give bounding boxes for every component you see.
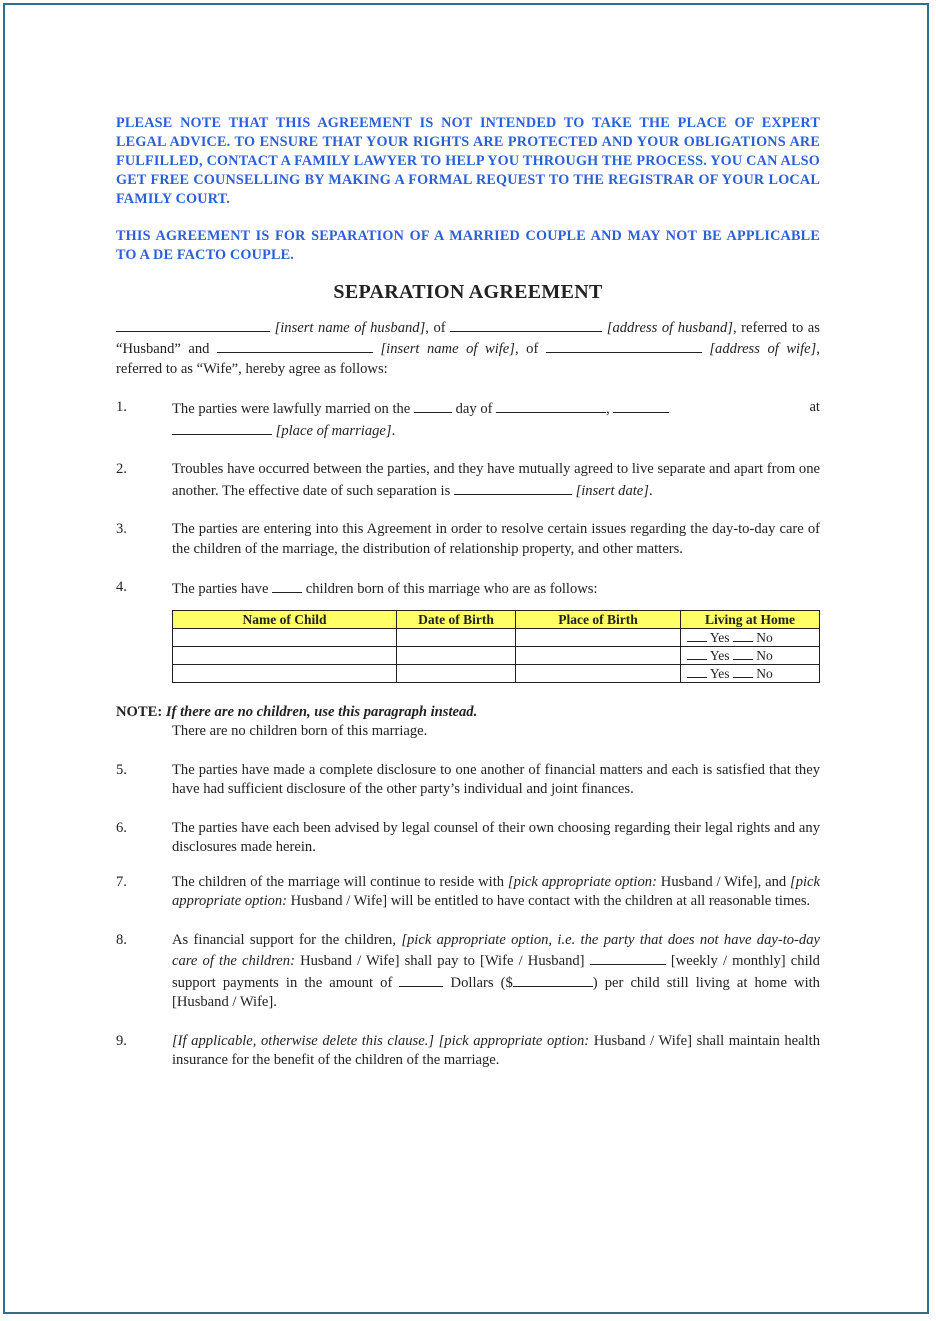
clause-number: 9.: [116, 1032, 127, 1049]
wife-address-hint: [address of wife]: [709, 341, 817, 357]
clause-8-c: [weekly / monthly] child support payments in the amount of: [172, 953, 820, 991]
clause-1-c: ,: [606, 401, 610, 417]
note-label: NOTE:: [116, 703, 163, 720]
clause-3: [116, 520, 820, 559]
husband-address-hint: [address of husband]: [606, 319, 733, 336]
amount-figures-blank[interactable]: [513, 972, 593, 987]
clause-4-a: The parties have: [172, 581, 269, 597]
clause-6: [116, 819, 820, 858]
clause-7: [116, 873, 820, 912]
living-at-home-cell[interactable]: [681, 646, 820, 664]
yes-label: Yes: [709, 647, 730, 663]
clause-2: [116, 460, 820, 501]
clause-8: [116, 931, 820, 1013]
clause-8-a: As financial support for the children,: [172, 931, 396, 948]
referred-text: , referred to as “Husband” and: [116, 319, 820, 357]
clause-1: [116, 398, 820, 441]
no-label: No: [756, 665, 773, 681]
pick-option-hint: [pick appropriate option, i.e. the party that does not have day-to-day care of the children:: [172, 931, 820, 969]
amount-words-blank[interactable]: [399, 972, 443, 987]
yes-label: Yes: [709, 629, 730, 645]
clause-7-c: Husband / Wife] will be entitled to have contact with the children at all reasonable times.: [290, 893, 811, 909]
marriage-day-blank[interactable]: [414, 398, 452, 413]
clause-text: The parties are entering into this Agreement in order to resolve certain issues regarding the day-to-day care of the children of the marriage, the distribution of relationship property, and other matters.: [172, 521, 820, 557]
intro-paragraph: [116, 317, 820, 380]
clause-8-d: Dollars ($: [450, 974, 513, 991]
table-row: [173, 646, 820, 664]
clause-number: 6.: [116, 819, 127, 836]
husband-name-blank[interactable]: [116, 317, 270, 332]
clause-8-e: ) per child still living at home with [Husband / Wife].: [172, 974, 820, 1010]
no-children-note: [116, 703, 820, 742]
clause-text: [172, 931, 820, 1013]
pick-option-hint: [pick appropriate option:: [507, 873, 657, 890]
table-header-row: [173, 610, 820, 628]
child-dob-cell[interactable]: [397, 664, 516, 682]
clause-1-a: The parties were lawfully married on the: [172, 401, 411, 417]
intro-tail: , referred to as “Wife”, hereby agree as follows:: [116, 341, 820, 377]
place-of-marriage-hint: [place of marriage]: [275, 422, 392, 439]
insert-date-hint: [insert date]: [575, 482, 649, 499]
clause-9: [116, 1032, 820, 1071]
living-at-home-cell[interactable]: [681, 664, 820, 682]
note-instruction: If there are no children, use this paragraph instead.: [165, 703, 478, 720]
clause-7-a: The children of the marriage will continue to reside with: [172, 873, 505, 890]
legal-notice: PLEASE NOTE THAT THIS AGREEMENT IS NOT INTENDED TO TAKE THE PLACE OF EXPERT LEGAL ADVICE. TO ENSURE THAT YOUR RIGHTS ARE PROTECTED AND YOUR OBLIGATIONS ARE FULFILLED, CONTACT A FAMILY LAWYER TO HELP YOU THROUGH THE PROCESS. YOU CAN ALSO GET FREE COUNSELLING BY MAKING A FORMAL REQUEST TO THE REGISTRAR OF YOUR LOCAL FAMILY COURT.: [116, 115, 820, 207]
clause-text: [172, 460, 820, 501]
note-text: There are no children born of this marriage.: [172, 723, 428, 739]
clause-2-end: .: [648, 482, 653, 499]
clause-2-text: Troubles have occurred between the parties, and they have mutually agreed to live separate and apart from one another. The effective date of such separation is: [172, 461, 820, 499]
col-place-of-birth: Place of Birth: [516, 610, 681, 628]
child-name-cell[interactable]: [173, 646, 397, 664]
clause-1-b: day of: [455, 401, 493, 417]
clause-text: [172, 578, 820, 600]
child-dob-cell[interactable]: [397, 646, 516, 664]
clause-text: The parties have each been advised by legal counsel of their own choosing regarding their legal rights and any disclosures made herein.: [172, 819, 820, 855]
clause-4: [116, 578, 820, 600]
clause-number: 8.: [116, 931, 127, 948]
marriage-month-blank[interactable]: [496, 398, 606, 413]
clause-8-b: Husband / Wife] shall pay to [Wife / Husband]: [300, 953, 585, 969]
clause-9-text: Husband / Wife] shall maintain health insurance for the benefit of the children of the marriage.: [172, 1032, 821, 1068]
wife-name-blank[interactable]: [217, 338, 373, 353]
clause-number: 4.: [116, 579, 127, 595]
col-name-of-child: Name of Child: [173, 610, 397, 628]
child-name-cell[interactable]: [173, 664, 397, 682]
if-applicable-hint: [If applicable, otherwise delete this clause.]: [172, 1032, 435, 1049]
table-row: [173, 664, 820, 682]
clause-number: 7.: [116, 873, 127, 890]
clause-1-end: .: [391, 422, 396, 439]
clause-number: 2.: [116, 461, 127, 477]
separation-date-blank[interactable]: [454, 480, 572, 495]
wife-name-hint: [insert name of wife]: [380, 341, 515, 357]
support-frequency-blank[interactable]: [590, 950, 666, 965]
of-text: , of: [425, 319, 446, 336]
pick-option-hint-2: [pick appropriate option:: [172, 873, 821, 909]
clause-number: 1.: [116, 399, 127, 415]
child-pob-cell[interactable]: [516, 664, 681, 682]
clause-text: [172, 1032, 820, 1071]
table-row: [173, 628, 820, 646]
document-page: [116, 114, 820, 1090]
no-label: No: [756, 647, 773, 663]
clause-text: [172, 398, 820, 441]
child-pob-cell[interactable]: [516, 628, 681, 646]
living-at-home-cell[interactable]: [681, 628, 820, 646]
document-title: SEPARATION AGREEMENT: [333, 281, 603, 303]
no-label: No: [756, 629, 773, 645]
marriage-place-blank[interactable]: [172, 420, 272, 435]
clause-text: The parties have made a complete disclosure to one another of financial matters and each is satisfied that they have had sufficient disclosure of the other party’s individual and joint finances.: [172, 761, 820, 797]
yes-label: Yes: [709, 665, 730, 681]
children-count-blank[interactable]: [272, 578, 302, 593]
child-name-cell[interactable]: [173, 628, 397, 646]
of-text-2: , of: [514, 341, 539, 357]
husband-address-blank[interactable]: [450, 317, 602, 332]
child-pob-cell[interactable]: [516, 646, 681, 664]
clause-7-b: Husband / Wife], and: [660, 873, 787, 890]
husband-name-hint: [insert name of husband]: [274, 319, 426, 336]
pick-option-hint: [pick appropriate option:: [438, 1032, 590, 1049]
children-table: [172, 610, 820, 683]
col-date-of-birth: Date of Birth: [397, 610, 516, 628]
clause-4-b: children born of this marriage who are as follows:: [305, 581, 598, 597]
wife-address-blank[interactable]: [546, 338, 702, 353]
clause-number: 5.: [116, 761, 127, 778]
applicability-notice: THIS AGREEMENT IS FOR SEPARATION OF A MARRIED COUPLE AND MAY NOT BE APPLICABLE TO A DE FACTO COUPLE.: [116, 228, 820, 263]
marriage-year-blank[interactable]: [613, 398, 669, 413]
clause-number: 3.: [116, 521, 127, 537]
clause-1-d: at: [809, 399, 820, 415]
col-living-at-home: Living at Home: [681, 610, 820, 628]
clause-text: [172, 873, 820, 912]
child-dob-cell[interactable]: [397, 628, 516, 646]
clause-5: [116, 761, 820, 800]
